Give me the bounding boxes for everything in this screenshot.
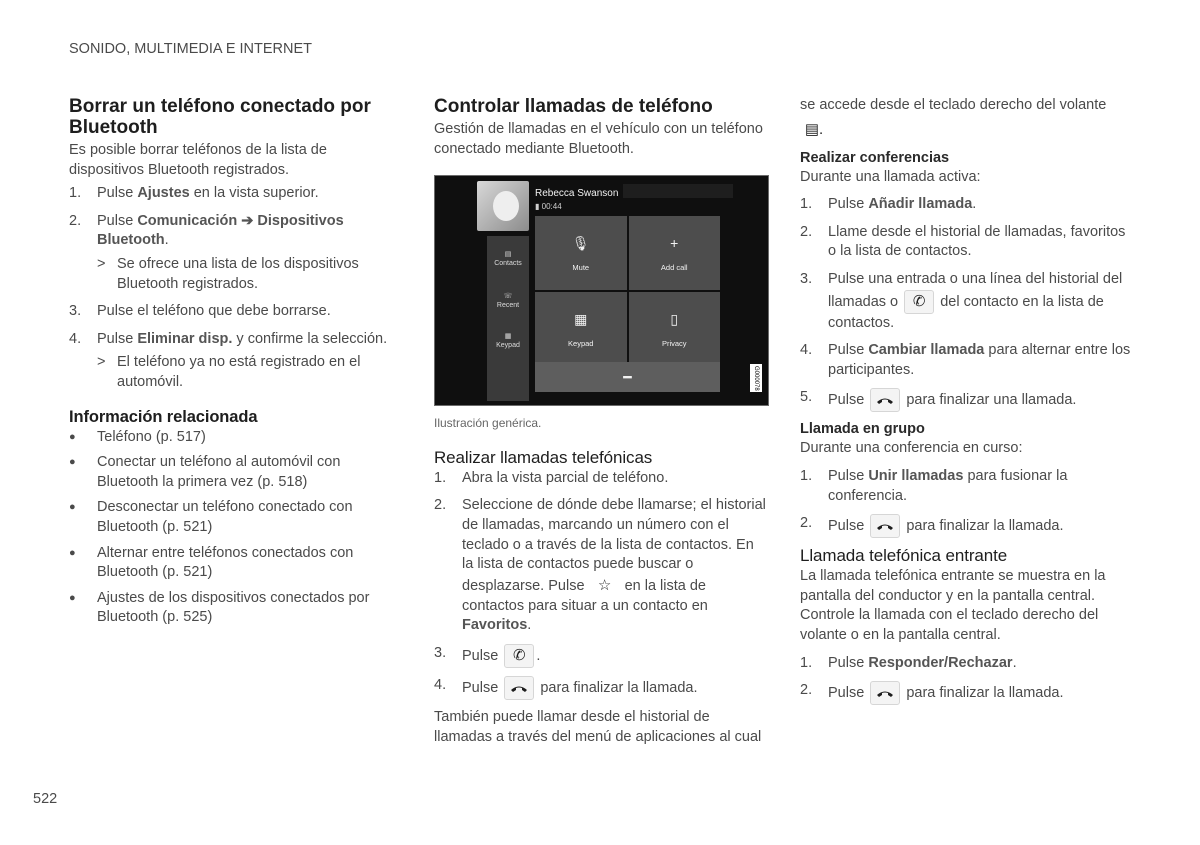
step-item bbox=[800, 270, 1135, 333]
column-conferences bbox=[800, 96, 1135, 713]
step-number: 2. bbox=[800, 515, 813, 532]
hang-up-icon bbox=[870, 681, 900, 705]
sidebar-tab-contacts bbox=[487, 250, 529, 268]
result-marker: > bbox=[97, 255, 106, 272]
ui-term-ajustes: Ajustes bbox=[137, 185, 190, 202]
related-links-list bbox=[69, 428, 404, 628]
step-item bbox=[800, 223, 1135, 262]
column-delete-phone bbox=[69, 96, 404, 634]
hang-up-icon bbox=[870, 514, 900, 538]
result-text: El teléfono ya no está registrado en el automóvil. bbox=[117, 354, 361, 390]
figure-caption: Ilustración genérica. bbox=[434, 416, 542, 431]
illustration-code: G000078 bbox=[750, 364, 762, 392]
step-number: 3. bbox=[69, 303, 82, 320]
step-text: para finalizar una llamada. bbox=[906, 392, 1077, 409]
recent-calls-icon: ☏ bbox=[503, 293, 513, 301]
step-result bbox=[97, 353, 404, 392]
button-label: Privacy bbox=[661, 338, 687, 348]
result-marker: > bbox=[97, 354, 106, 371]
keypad-icon: ▦ bbox=[504, 333, 512, 341]
step-text: en la vista superior. bbox=[189, 185, 319, 202]
related-link[interactable]: ● Conectar un teléfono al automóvil con Bluetooth la primera vez (p. 518) bbox=[69, 453, 404, 492]
step-text: Pulse bbox=[828, 342, 865, 359]
plus-icon: + bbox=[670, 235, 679, 252]
step-item bbox=[800, 514, 1135, 538]
conference-intro: Durante una llamada activa: bbox=[800, 168, 981, 185]
step-text: Pulse bbox=[828, 392, 865, 409]
related-link[interactable]: ● Teléfono (p. 517) bbox=[69, 428, 404, 448]
step-number: 4. bbox=[69, 330, 82, 347]
outro-text: También puede llamar desde el historial de llamadas a través del menú de aplicaciones al cual bbox=[434, 708, 762, 745]
step-item bbox=[434, 644, 769, 668]
section-title-delete-phone: Borrar un teléfono conectado por Bluetooth bbox=[69, 96, 371, 138]
page-number: 522 bbox=[33, 791, 58, 807]
step-number: 4. bbox=[800, 342, 813, 359]
phone-device-icon: ▯ bbox=[670, 311, 679, 328]
step-result bbox=[97, 255, 404, 294]
running-header: SONIDO, MULTIMEDIA E INTERNET bbox=[69, 41, 313, 57]
ui-term-unir-llamadas: Unir llamadas bbox=[868, 467, 964, 484]
step-number: 1. bbox=[800, 654, 813, 671]
ui-term-eliminar: Eliminar disp. bbox=[137, 330, 233, 347]
step-text: Pulse bbox=[828, 684, 865, 701]
keypad-button bbox=[535, 292, 627, 366]
contact-face-icon bbox=[493, 191, 519, 221]
step-text: para fusionar la conferencia. bbox=[828, 467, 1068, 504]
end-call-button bbox=[535, 362, 720, 392]
privacy-button bbox=[629, 292, 721, 366]
step-punctuation: . bbox=[972, 196, 977, 213]
step-punctuation: . bbox=[1012, 654, 1017, 671]
result-text: Se ofrece una lista de los dispositivos Bluetooth registrados. bbox=[117, 255, 359, 292]
delete-steps bbox=[69, 184, 404, 392]
step-number: 2. bbox=[69, 212, 82, 229]
tab-label: Recent bbox=[496, 302, 520, 310]
step-text: Pulse bbox=[97, 330, 138, 347]
step-number: 2. bbox=[800, 223, 813, 240]
related-info-title: Información relacionada bbox=[69, 407, 258, 426]
step-number: 1. bbox=[69, 185, 82, 202]
hang-up-icon bbox=[870, 388, 900, 412]
phone-call-icon: ✆ bbox=[504, 644, 534, 668]
step-number: 2. bbox=[800, 682, 813, 699]
step-text: para alternar entre los participantes. bbox=[828, 342, 1131, 378]
group-call-title: Llamada en grupo bbox=[800, 421, 925, 438]
step-text: para finalizar la llamada. bbox=[906, 684, 1064, 701]
phone-screen-illustration bbox=[434, 175, 769, 406]
contacts-icon: ▤ bbox=[504, 251, 512, 259]
conference-title: Realizar conferencias bbox=[800, 149, 950, 166]
intro-text: Gestión de llamadas en el vehículo con un teléfono conectado mediante Bluetooth. bbox=[434, 121, 763, 157]
step-text: Llame desde el historial de llamadas, favoritos o la lista de contactos. bbox=[828, 223, 1126, 260]
related-link[interactable]: ● Alternar entre teléfonos conectados con Bluetooth (p. 521) bbox=[69, 544, 404, 583]
ui-term-comunicacion: Comunicación ➔ Dispositivos Bluetooth bbox=[97, 212, 344, 249]
conference-steps bbox=[800, 195, 1135, 412]
step-text: Pulse el teléfono que debe borrarse. bbox=[97, 303, 331, 320]
step-text: Pulse bbox=[828, 467, 865, 484]
incoming-call-title: Llamada telefónica entrante bbox=[800, 546, 1008, 566]
hang-up-icon bbox=[504, 676, 534, 700]
ui-term-cambiar-llamada: Cambiar llamada bbox=[868, 342, 985, 359]
tab-label: Contacts bbox=[494, 260, 522, 268]
mute-button bbox=[535, 216, 627, 290]
column-control-calls bbox=[434, 96, 769, 751]
step-text: Pulse bbox=[462, 647, 499, 664]
ui-term-anadir-llamada: Añadir llamada bbox=[868, 196, 973, 213]
step-text: Seleccione de dónde debe llamarse; el historial de llamadas, marcando un número con el teclado o a través de la lista de contactos. En la lista de contactos puede buscar o desplazarse. Pulse bbox=[462, 497, 766, 594]
call-duration-value: 00:44 bbox=[541, 202, 562, 212]
step-item bbox=[69, 184, 404, 204]
step-text: Pulse bbox=[828, 517, 865, 534]
step-number: 1. bbox=[800, 196, 813, 213]
make-call-steps bbox=[434, 469, 769, 700]
step-number: 1. bbox=[434, 469, 447, 486]
step-number: 3. bbox=[800, 270, 813, 287]
step-number: 1. bbox=[800, 467, 813, 484]
phone-call-icon: ✆ bbox=[904, 290, 934, 314]
hang-up-icon: ━ bbox=[623, 369, 632, 386]
call-status-bar bbox=[623, 184, 733, 198]
group-call-steps bbox=[800, 467, 1135, 538]
step-number: 2. bbox=[434, 497, 447, 514]
step-text: para finalizar la llamada. bbox=[906, 517, 1064, 534]
step-item bbox=[69, 330, 404, 393]
step-text: Pulse bbox=[828, 654, 865, 671]
call-duration: ▮ 00:44 bbox=[535, 202, 562, 212]
incoming-call-steps bbox=[800, 654, 1135, 706]
keypad-icon: ▦ bbox=[574, 311, 588, 328]
step-item bbox=[434, 496, 769, 636]
subsection-title-make-calls: Realizar llamadas telefónicas bbox=[434, 447, 653, 467]
step-punctuation: . bbox=[527, 617, 532, 634]
step-item bbox=[800, 341, 1135, 380]
group-call-intro: Durante una conferencia en curso: bbox=[800, 440, 1023, 457]
step-text: Pulse bbox=[97, 185, 138, 202]
ui-term-favoritos: Favoritos bbox=[462, 617, 528, 634]
step-item bbox=[69, 212, 404, 294]
step-item bbox=[800, 388, 1135, 412]
step-text: Pulse bbox=[828, 196, 865, 213]
related-link[interactable]: ● Ajustes de los dispositivos conectados por Bluetooth (p. 525) bbox=[69, 589, 404, 628]
microphone-icon: 🎙 bbox=[571, 235, 590, 252]
star-icon: ☆ bbox=[597, 576, 612, 594]
section-title-control-calls: Controlar llamadas de teléfono bbox=[434, 96, 713, 117]
step-text: para finalizar la llamada. bbox=[540, 679, 698, 696]
continued-text bbox=[800, 96, 1135, 141]
step-punctuation: . bbox=[536, 647, 541, 664]
button-label: Add call bbox=[660, 262, 688, 272]
step-item bbox=[434, 469, 769, 489]
phone-sidebar bbox=[487, 236, 529, 401]
button-label: Keypad bbox=[568, 338, 594, 348]
step-text: Abra la vista parcial de teléfono. bbox=[462, 469, 669, 486]
step-item bbox=[434, 676, 769, 700]
step-text: Pulse una entrada o una línea del historial del llamadas o bbox=[828, 270, 1123, 310]
step-item bbox=[800, 467, 1135, 506]
step-number: 5. bbox=[800, 389, 813, 406]
step-item bbox=[800, 654, 1135, 674]
related-link[interactable]: ● Desconectar un teléfono conectado con Bluetooth (p. 521) bbox=[69, 498, 404, 537]
caller-name: Rebecca Swanson bbox=[535, 188, 619, 200]
step-item bbox=[800, 681, 1135, 705]
step-text: en la lista de contactos para situar a un contacto en bbox=[462, 577, 708, 614]
sidebar-tab-recent bbox=[487, 292, 529, 310]
step-text: . bbox=[164, 232, 169, 249]
step-number: 4. bbox=[434, 676, 447, 693]
intro-text: Es posible borrar teléfonos de la lista de dispositivos Bluetooth registrados. bbox=[69, 142, 327, 178]
button-label: Mute bbox=[572, 262, 590, 272]
tab-label: Keypad bbox=[496, 342, 520, 350]
add-call-button bbox=[629, 216, 721, 290]
step-text: y confirme la selección. bbox=[232, 330, 388, 347]
step-punctuation: . bbox=[819, 120, 824, 138]
sidebar-tab-keypad bbox=[487, 332, 529, 350]
steering-wheel-menu-icon: ▤. bbox=[804, 120, 824, 138]
step-text: Pulse bbox=[97, 212, 138, 229]
ui-term-responder-rechazar: Responder/Rechazar bbox=[868, 654, 1013, 671]
incoming-call-intro: La llamada telefónica entrante se muestra en la pantalla del conductor y en la pantalla central. Controle la llamada con el teclado derecho del volante o en la pantalla central. bbox=[800, 568, 1106, 643]
continued-text-body: se accede desde el teclado derecho del volante bbox=[800, 97, 1107, 113]
step-text: Pulse bbox=[462, 679, 499, 696]
call-controls-grid bbox=[535, 216, 720, 366]
step-item bbox=[800, 195, 1135, 215]
step-text: del contacto en la lista de contactos. bbox=[828, 293, 1104, 331]
step-item bbox=[69, 302, 404, 322]
step-number: 3. bbox=[434, 644, 447, 661]
